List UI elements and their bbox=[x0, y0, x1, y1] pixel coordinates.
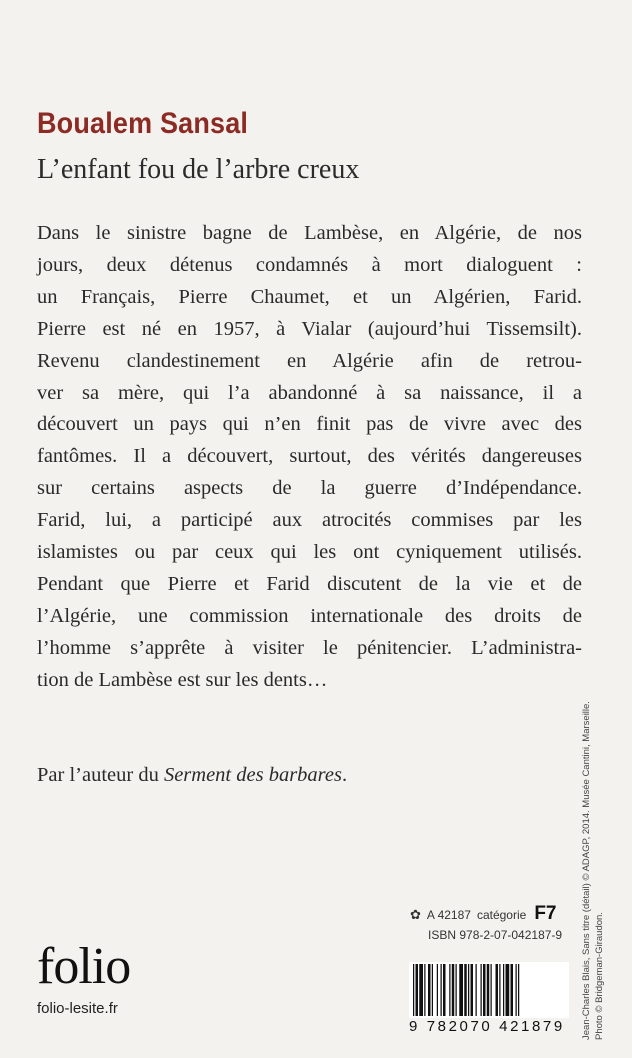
byline-suffix: . bbox=[341, 764, 348, 786]
folio-logo: folio bbox=[37, 938, 131, 995]
byline-book-title: Serment des barbares bbox=[163, 764, 342, 786]
category-code: F7 bbox=[534, 903, 557, 924]
barcode-bar bbox=[416, 964, 419, 1016]
blurb-line: Pierre est né en 1957, à Vialar (aujourd’hui Tissemsilt). bbox=[37, 317, 582, 340]
flower-icon: ✿ bbox=[410, 907, 421, 922]
isbn: ISBN 978-2-07-042187-9 bbox=[428, 928, 563, 942]
blurb-line: l’homme s’apprête à visiter le pénitencier. L’administra- bbox=[37, 636, 582, 659]
blurb bbox=[37, 218, 582, 697]
barcode-bar bbox=[449, 964, 450, 1016]
category-label: catégorie bbox=[476, 908, 527, 922]
catalog-code: A 42187 bbox=[426, 908, 471, 922]
barcode-bar bbox=[471, 964, 474, 1016]
credits-line-2: Photo © Bridgeman-Giraudon. bbox=[594, 912, 605, 1040]
barcode-bar bbox=[459, 964, 463, 1016]
barcode-bar bbox=[441, 964, 442, 1016]
blurb-line: Pendant que Pierre et Farid discutent de la vie et de bbox=[37, 572, 582, 595]
barcode-bar bbox=[437, 964, 438, 1016]
blurb-line: un Français, Pierre Chaumet, et un Algérien, Farid. bbox=[37, 285, 582, 308]
catalog-row bbox=[410, 903, 557, 925]
blurb-line: fantômes. Il a découvert, surtout, des vérités dangereuses bbox=[37, 445, 582, 468]
book-title: L’enfant fou de l’arbre creux bbox=[37, 154, 360, 185]
barcode-bar bbox=[428, 964, 431, 1016]
credits-line-1: Jean-Charles Blais, Sans titre (détail) © ADAGP, 2014. Musée Cantini, Marseille. bbox=[581, 701, 592, 1040]
barcode-bar bbox=[483, 964, 486, 1016]
byline-prefix: Par l’auteur du bbox=[37, 764, 164, 786]
blurb-line: l’Algérie, une commission internationale des droits de bbox=[37, 604, 582, 627]
barcode-bar bbox=[481, 964, 482, 1016]
barcode bbox=[409, 962, 569, 1018]
barcode-bar bbox=[511, 964, 514, 1016]
barcode-bar bbox=[424, 964, 425, 1016]
author-name: Boualem Sansal bbox=[37, 107, 249, 140]
blurb-line: sur certains aspects de la guerre d’Indépendance. bbox=[37, 477, 582, 500]
barcode-bar bbox=[419, 964, 423, 1016]
barcode-bar bbox=[413, 964, 414, 1016]
barcode-digits: 9 782070 421879 bbox=[409, 1018, 565, 1035]
barcode-bar bbox=[518, 964, 519, 1016]
barcode-bar bbox=[499, 964, 500, 1016]
barcode-bar bbox=[503, 964, 504, 1016]
barcode-bar bbox=[468, 964, 469, 1016]
blurb-line: Farid, lui, a participé aux atrocités commises par les bbox=[37, 509, 582, 532]
blurb-line: Revenu clandestinement en Algérie afin de retrou- bbox=[37, 349, 582, 372]
blurb-line: Dans le sinistre bagne de Lambèse, en Algérie, de nos bbox=[37, 222, 582, 244]
barcode-bar bbox=[487, 964, 490, 1016]
barcode-bar bbox=[432, 964, 433, 1016]
barcode-bar bbox=[496, 964, 499, 1016]
publisher-site[interactable]: folio-lesite.fr bbox=[37, 1000, 118, 1017]
barcode-bar bbox=[456, 964, 457, 1016]
barcode-bar bbox=[464, 964, 467, 1016]
blurb-line: ver sa mère, qui l’a abandonné à sa naissance, il a bbox=[37, 381, 582, 404]
barcode-bar bbox=[452, 964, 455, 1016]
barcode-bar bbox=[491, 964, 492, 1016]
byline bbox=[37, 764, 347, 787]
barcode-bar bbox=[516, 964, 517, 1016]
photo-credits bbox=[580, 701, 606, 1040]
barcode-bar bbox=[506, 964, 510, 1016]
barcode-bar bbox=[443, 964, 446, 1016]
barcode-bar bbox=[476, 964, 477, 1016]
blurb-line: tion de Lambèse est sur les dents… bbox=[37, 668, 328, 691]
blurb-line: découvert un pays qui n’en finit pas de vivre avec des bbox=[37, 413, 582, 436]
blurb-line: jours, deux détenus condamnés à mort dialoguent : bbox=[37, 253, 582, 276]
barcode-bars bbox=[409, 962, 569, 1018]
blurb-line: islamistes ou par ceux qui les ont cyniquement utilisés. bbox=[37, 541, 582, 564]
